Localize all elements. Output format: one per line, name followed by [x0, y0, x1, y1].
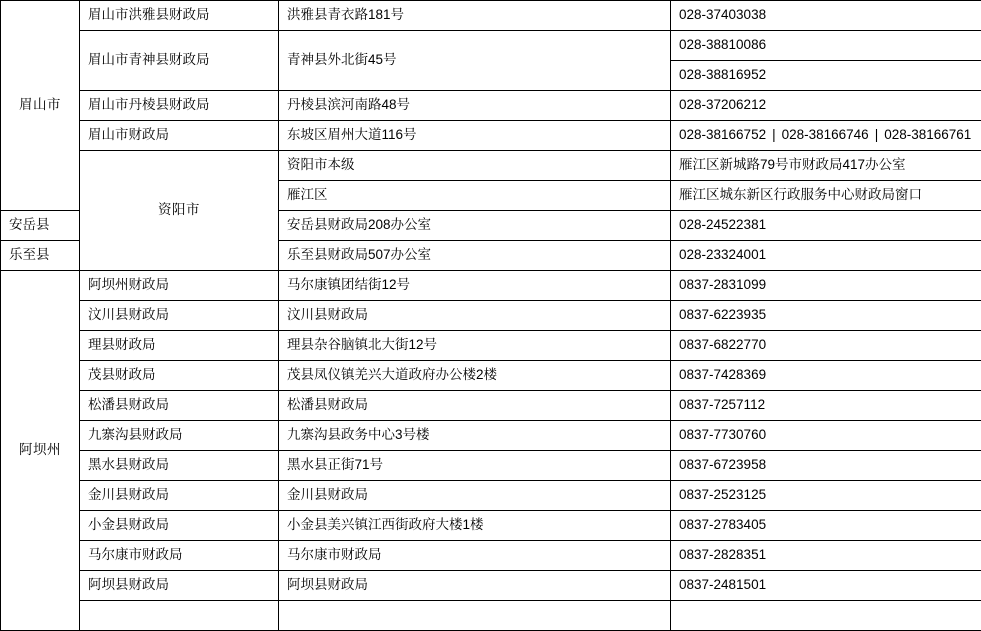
phone-number: 028-38166752 [679, 127, 766, 142]
office-address-cell: 小金县美兴镇江西街政府大楼1楼 [279, 511, 671, 541]
office-name-cell: 九寨沟县财政局 [80, 421, 279, 451]
phone-number: 0837-6822770 [679, 337, 766, 352]
table-body [1, 1, 981, 631]
phone-number: 0837-7257112 [679, 397, 765, 412]
office-address-cell: 东坡区眉州大道116号 [279, 121, 671, 151]
table-row [1, 541, 981, 571]
office-name-cell: 松潘县财政局 [80, 391, 279, 421]
office-name-cell: 茂县财政局 [80, 361, 279, 391]
office-name-cell: 资阳市本级 [279, 151, 671, 181]
office-phone-cell [671, 331, 981, 361]
office-address-cell: 安岳县财政局208办公室 [279, 211, 671, 241]
office-phone-cell [671, 571, 981, 601]
office-address-cell: 黑水县正街71号 [279, 451, 671, 481]
office-phone-cell: 028-38816952 [671, 61, 981, 91]
table-row [1, 601, 981, 631]
phone-number: 0837-6223935 [679, 307, 766, 322]
office-address-cell: 雁江区新城路79号市财政局417办公室 [671, 151, 981, 181]
region-name-cell: 资阳市 [80, 151, 279, 271]
office-address-cell [279, 601, 671, 631]
office-name-cell: 理县财政局 [80, 331, 279, 361]
table-row [1, 301, 981, 331]
office-address-cell: 青神县外北街45号 [279, 31, 671, 91]
table-row [1, 331, 981, 361]
office-phone-cell [671, 241, 981, 271]
office-phone-cell [671, 511, 981, 541]
table-row [1, 511, 981, 541]
office-address-cell: 马尔康镇团结街12号 [279, 271, 671, 301]
phone-number: 0837-2523125 [679, 487, 766, 502]
office-address-cell: 洪雅县青衣路181号 [279, 1, 671, 31]
phone-separator: | [766, 127, 782, 142]
office-name-cell: 安岳县 [1, 211, 80, 241]
office-phone-cell [671, 541, 981, 571]
office-name-cell: 眉山市洪雅县财政局 [80, 1, 279, 31]
office-address-cell: 金川县财政局 [279, 481, 671, 511]
office-phone-cell [671, 121, 981, 151]
table-row [1, 421, 981, 451]
phone-number: 028-37403038 [679, 7, 766, 22]
office-phone-cell [671, 91, 981, 121]
office-name-cell: 乐至县 [1, 241, 80, 271]
office-phone-cell [671, 451, 981, 481]
office-name-cell: 眉山市青神县财政局 [80, 31, 279, 91]
office-phone-cell [671, 421, 981, 451]
region-name-cell: 眉山市 [1, 1, 80, 211]
office-address-cell: 九寨沟县政务中心3号楼 [279, 421, 671, 451]
office-name-cell: 小金县财政局 [80, 511, 279, 541]
office-address-cell: 阿坝县财政局 [279, 571, 671, 601]
table-row [1, 1, 981, 31]
office-address-cell: 丹棱县滨河南路48号 [279, 91, 671, 121]
phone-number: 0837-7730760 [679, 427, 766, 442]
table-row [1, 361, 981, 391]
office-address-cell: 乐至县财政局507办公室 [279, 241, 671, 271]
office-address-cell: 马尔康市财政局 [279, 541, 671, 571]
region-name-cell: 阿坝州 [1, 271, 80, 631]
table-row [1, 571, 981, 601]
phone-number: 0837-6723958 [679, 457, 766, 472]
office-phone-cell [671, 301, 981, 331]
phone-number: 028-23324001 [679, 247, 766, 262]
phone-number: 0837-7428369 [679, 367, 766, 382]
office-name-cell [80, 601, 279, 631]
office-address-cell: 雁江区城东新区行政服务中心财政局窗口 [671, 181, 981, 211]
table-row [1, 91, 981, 121]
table-row [1, 391, 981, 421]
office-address-cell: 松潘县财政局 [279, 391, 671, 421]
table-row [1, 121, 981, 151]
phone-number: 028-38166761 [884, 127, 971, 142]
office-phone-cell [671, 481, 981, 511]
table-row [1, 271, 981, 301]
office-name-cell: 雁江区 [279, 181, 671, 211]
phone-number: 0837-2828351 [679, 547, 766, 562]
phone-number: 028-24522381 [679, 217, 766, 232]
phone-number: 0837-2481501 [679, 577, 766, 592]
office-name-cell: 阿坝县财政局 [80, 571, 279, 601]
office-phone-cell [671, 211, 981, 241]
table-row [1, 481, 981, 511]
office-phone-cell [671, 391, 981, 421]
office-address-cell: 汶川县财政局 [279, 301, 671, 331]
office-phone-cell [671, 601, 981, 631]
office-phone-cell: 028-38810086 [671, 31, 981, 61]
office-name-cell: 马尔康市财政局 [80, 541, 279, 571]
office-name-cell: 金川县财政局 [80, 481, 279, 511]
phone-number: 0837-2783405 [679, 517, 766, 532]
table-row [1, 451, 981, 481]
table-row [1, 151, 981, 181]
office-phone-cell [671, 271, 981, 301]
table-row [1, 31, 981, 61]
phone-number: 028-37206212 [679, 97, 766, 112]
phone-number: 0837-2831099 [679, 277, 766, 292]
phone-separator: | [869, 127, 885, 142]
office-name-cell: 眉山市财政局 [80, 121, 279, 151]
office-name-cell: 眉山市丹棱县财政局 [80, 91, 279, 121]
office-name-cell: 阿坝州财政局 [80, 271, 279, 301]
office-phone-cell [671, 1, 981, 31]
office-address-cell: 理县杂谷脑镇北大街12号 [279, 331, 671, 361]
office-phone-cell [671, 361, 981, 391]
office-name-cell: 汶川县财政局 [80, 301, 279, 331]
office-name-cell: 黑水县财政局 [80, 451, 279, 481]
office-address-cell: 茂县凤仪镇羌兴大道政府办公楼2楼 [279, 361, 671, 391]
phone-number: 028-38166746 [782, 127, 869, 142]
